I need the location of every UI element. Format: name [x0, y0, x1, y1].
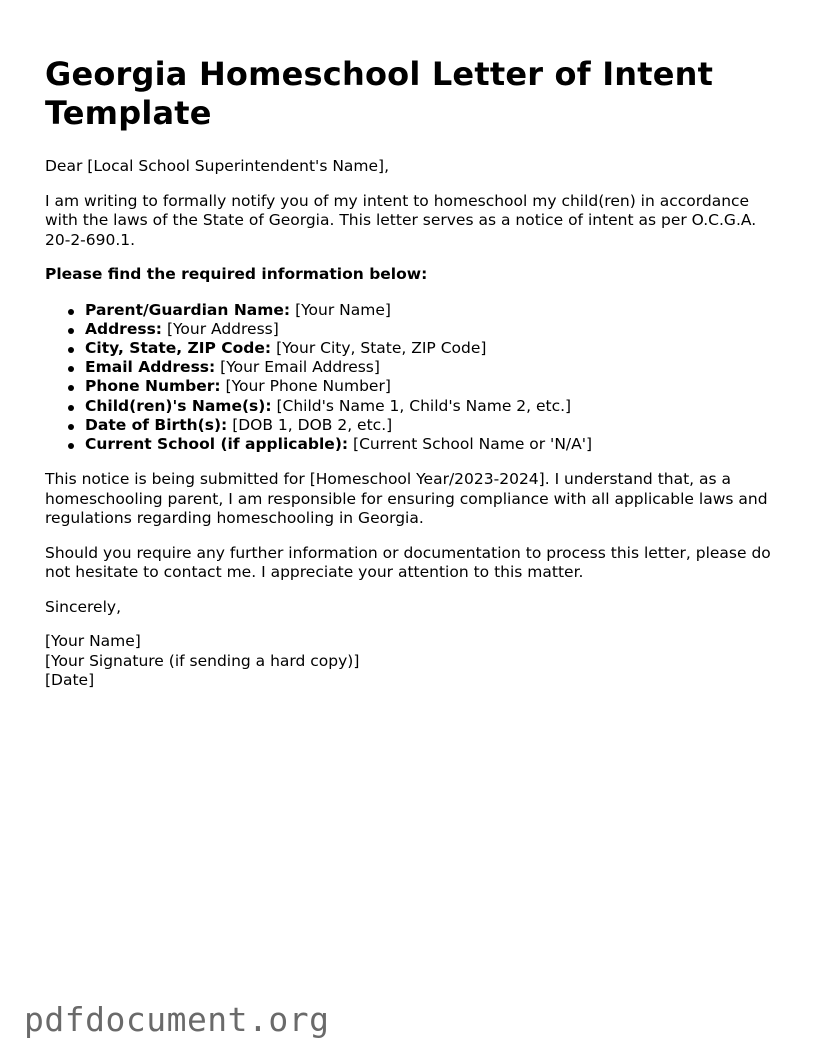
notice-paragraph: This notice is being submitted for [Homeschool Year/2023-2024]. I understand that, as a homeschooling parent, I am responsible for ensuring compliance with all applicable laws and regulations regarding homeschooling in Georgia. [45, 470, 768, 528]
signature-date: [Date] [45, 671, 95, 690]
item-value: [Your Address] [166, 319, 279, 338]
item-value: [DOB 1, DOB 2, etc.] [232, 415, 393, 434]
item-value: [Your Name] [295, 300, 391, 319]
watermark: pdfdocument.org [24, 1000, 330, 1039]
list-item [85, 358, 785, 377]
item-label: Child(ren)'s Name(s): [85, 396, 272, 415]
item-value: [Current School Name or 'N/A'] [353, 434, 593, 453]
item-label: Email Address: [85, 358, 216, 377]
intro-paragraph: I am writing to formally notify you of my intent to homeschool my child(ren) in accordance with the laws of the State of Georgia. This letter serves as a notice of intent as per O.C.G.A. 20-2-690.1. [45, 191, 757, 249]
closing: Sincerely, [45, 597, 122, 616]
document-title: Georgia Homeschool Letter of Intent Template [45, 55, 714, 132]
item-label: Current School (if applicable): [85, 434, 349, 453]
item-value: [Your Phone Number] [225, 377, 391, 396]
list-item [85, 339, 785, 358]
item-label: Phone Number: [85, 377, 221, 396]
item-value: [Child's Name 1, Child's Name 2, etc.] [276, 396, 572, 415]
signature-name: [Your Name] [45, 632, 141, 651]
contact-paragraph: Should you require any further information or documentation to process this letter, please do not hesitate to contact me. I appreciate your attention to this matter. [45, 543, 771, 582]
info-list [45, 301, 785, 455]
signature-line: [Your Signature (if sending a hard copy)] [45, 651, 360, 670]
item-label: Date of Birth(s): [85, 415, 228, 434]
info-heading: Please find the required information below: [45, 265, 428, 283]
list-item [85, 435, 785, 454]
list-item [85, 320, 785, 339]
salutation: Dear [Local School Superintendent's Name], [45, 157, 390, 175]
item-label: City, State, ZIP Code: [85, 338, 272, 357]
item-value: [Your Email Address] [220, 358, 380, 377]
list-item [85, 377, 785, 396]
letter-page [45, 55, 785, 691]
list-item [85, 397, 785, 416]
item-label: Address: [85, 319, 162, 338]
item-value: [Your City, State, ZIP Code] [276, 338, 487, 357]
signature-block [45, 632, 785, 691]
item-label: Parent/Guardian Name: [85, 300, 291, 319]
list-item [85, 416, 785, 435]
list-item [85, 301, 785, 320]
